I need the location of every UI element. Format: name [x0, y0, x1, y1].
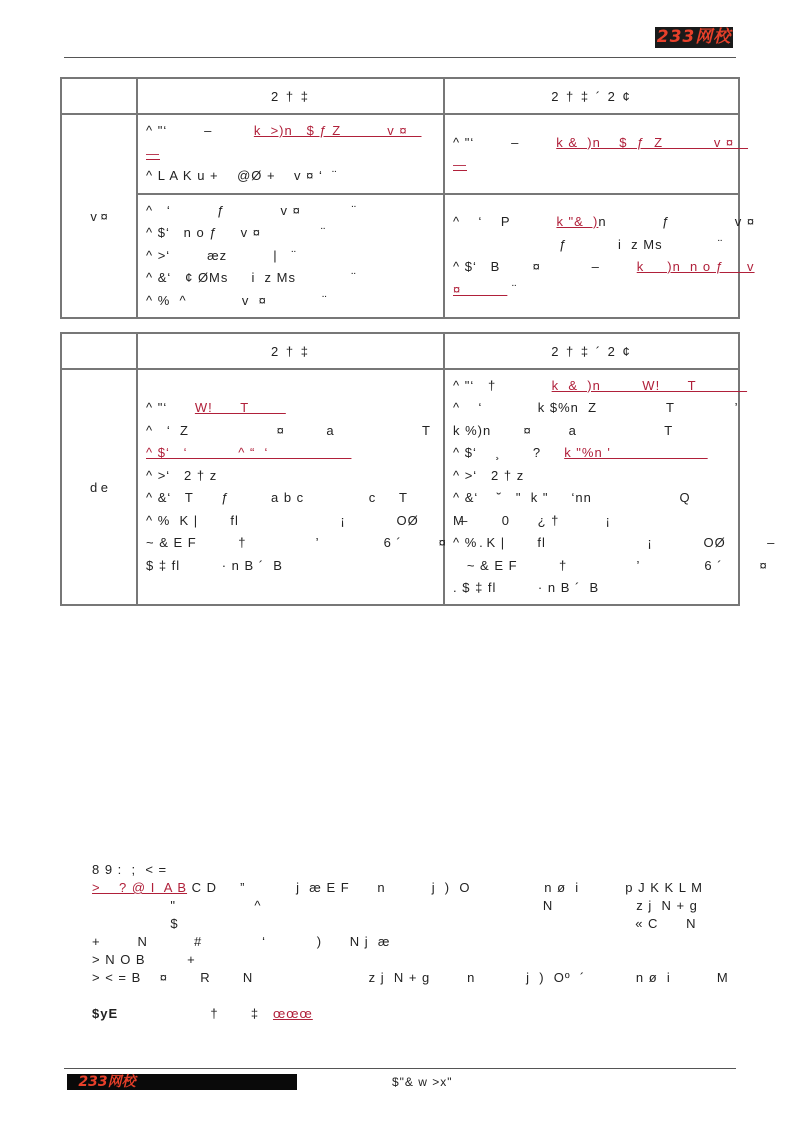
note-link[interactable]: > ? @ I A B [92, 880, 188, 895]
footer-logo[interactable]: 233网校 [67, 1074, 297, 1090]
text-line: ^ $‘ ¸ ? k "%n ' [453, 445, 708, 460]
note-line-8: $yE † ‡ œœœ [92, 1006, 313, 1021]
text-line: ^ % K | fl ¡ OØ – [453, 535, 776, 550]
text-line: ^ >‘ 2 † z [146, 467, 218, 483]
header-logo[interactable]: 233网校 [656, 27, 732, 47]
text-line: ^ $‘ ‘ ^ “ ‘ [146, 445, 352, 460]
text-line: M 0 ¿ † ¡ [453, 512, 611, 528]
text-line: ¤ ¨ [453, 281, 518, 297]
table2-left [137, 369, 484, 605]
text-line: ^ >‘ æz | ¨ [146, 247, 297, 263]
text-line: ^ ‘ ƒ v ¤ ¨ [146, 202, 357, 218]
table1-row1-left [137, 114, 444, 194]
text-line: ^ L A K u + @Ø + v ¤ ‘ ¨ [146, 168, 338, 184]
text-line: ~ & E F † ’ 6 ´ ¤ . [146, 535, 484, 550]
text-line: ^ &‘ T ƒ a b c c T [146, 490, 408, 505]
text-line: ^ "‘ – k & )n $ ƒ Z v ¤ [453, 134, 749, 150]
text-line: ^ &‘ ˘ " k " ‘nn Q [453, 490, 691, 505]
table2-right [444, 369, 776, 605]
text-line: . $ ‡ fl · n B ´ B [453, 580, 600, 595]
note-line-6: > N O B + [92, 952, 196, 967]
note-line-2: > ? @ I A B C D ” j æ E F n j ) O n ø i p J K K L M [92, 880, 703, 895]
table1-col2-header: 2 † ‡ [137, 78, 444, 114]
table2-col2-header: 2 † ‡ [137, 333, 444, 369]
table1-row1-right [444, 114, 749, 194]
text-line: ^ &‘ ¢ ØMs i z Ms ¨ [146, 270, 357, 286]
table1-row2-left [137, 194, 444, 318]
table1-row-label: v ¤ [61, 114, 137, 318]
note-line-3: " ^ N z j N + g [92, 898, 698, 913]
text-line: ^ ‘ P k "& )n ƒ v ¤ [453, 214, 756, 229]
text-line: ^ ‘ k $%n Z T ’ [453, 400, 739, 415]
note-line-7: > < = B ¤ R N z j N + g n j ) Oº ´ n ø i M [92, 970, 729, 985]
table1-col3-header: 2 † ‡ ´ 2 ¢ [444, 78, 739, 114]
note-line-5: + N # ‘ ) N j æ [92, 934, 391, 949]
text-line: — [146, 145, 160, 161]
note-link-2[interactable]: œœœ [272, 1006, 313, 1021]
footer-divider [64, 1068, 736, 1069]
table2-col3-header: 2 † ‡ ´ 2 ¢ [444, 333, 739, 369]
note-line-1: 8 9 : ; < = [92, 862, 168, 877]
text-line: $ ‡ fl · n B ´ B [146, 557, 283, 573]
text-line: ƒ i z Ms ¨ [453, 236, 724, 252]
text-line: — [453, 157, 467, 172]
table1-col1-header [61, 78, 137, 114]
comparison-table-2 [60, 332, 776, 606]
table1-row2-right [444, 194, 756, 318]
text-line: ^ % ^ v ¤ ¨ [146, 292, 328, 308]
table2-col1-header [61, 333, 137, 369]
text-line: ^ ‘ Z ¤ a T [146, 422, 431, 438]
text-line: ^ "‘ W! T [146, 400, 286, 415]
text-line: ^ >‘ 2 † z [453, 467, 525, 483]
text-line: ^ % K | fl ¡ OØ – [146, 512, 469, 528]
table2-row-label: d e [61, 369, 137, 605]
header-divider [64, 57, 736, 58]
text-line: ^ "‘ – k >)n $ ƒ Z v ¤ [146, 123, 422, 139]
text-line: k %)n ¤ a T [453, 422, 674, 438]
footer-text: $"& w >x" [392, 1075, 453, 1089]
text-line: ~ & E F † ’ 6 ´ ¤ [453, 557, 768, 573]
text-line: ^ $‘ B ¤ – k )n n o ƒ v [453, 259, 755, 274]
text-line: ^ "‘ † k & )n W! T [453, 377, 748, 393]
text-line: ^ $‘ n o ƒ v ¤ ¨ [146, 225, 327, 241]
note-line-4: $ « C N [92, 916, 697, 931]
comparison-table-1 [60, 77, 756, 319]
